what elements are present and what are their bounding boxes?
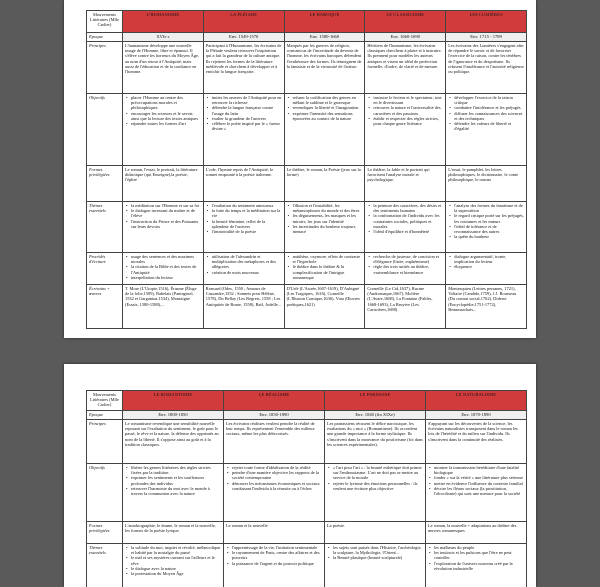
list-item: • le regard critique porté sur les préjugés, les coutumes et les mœurs (454, 213, 524, 223)
movements-header-row (87, 391, 527, 411)
document-page-2 (64, 364, 536, 587)
cell-text: Héritiers de l'humanisme, les écrivains classiques cherchent à plaire et à instruire. Ils prennent pour modèles les auteurs antiques et visent un idéal de perfection formelle, d'ordre, de clarté et de mesure. (367, 43, 442, 69)
table-cell (446, 166, 527, 202)
table-cell (123, 411, 224, 420)
table-corner-title: Mouvements Littéraires (Mlle Carlier) (87, 11, 123, 33)
bullet-list (226, 465, 322, 491)
list-item: • le mal et ses mystères ouvrant sur l'ailleurs et le rêve (131, 555, 221, 565)
list-item: • montrer la transmission héréditaire d'une fatalité biologique (434, 465, 524, 475)
cell-text: L'humanisme développe une nouvelle image de l'Homme, libre et épanoui. Il s'élève contre les horreurs du Moyen Âge, au nom d'un retour à l'Antiquité, mais aussi de l'éducation et de la confiance en l'homme. (125, 43, 200, 75)
table-cell (365, 202, 446, 253)
cell-text: Le théâtre, le roman, la Poésie (jeux sur la forme) (286, 167, 361, 178)
list-item: • instruire le lecteur et le spectateur, tout en le divertissant (373, 95, 443, 105)
list-item: • combattre l'intolérance et les préjugés (454, 105, 524, 110)
bullet-list (367, 95, 443, 126)
cell-text: La poésie. (327, 523, 346, 528)
cell-text: Le roman, l'essai, le portrait, la littérature didactique (qui Enseigne),la poésie, l'épître (125, 167, 198, 183)
bullet-list (327, 545, 423, 561)
movement-header: LE PARNASSE (325, 391, 426, 411)
list-item: • refuser la codification des genres en mêlant le sublime et le grotesque (293, 95, 363, 105)
list-item: • usage des sentences et des maximes morales (131, 254, 201, 264)
bullet-list (448, 95, 524, 131)
list-item: • interpellation du lecteur (131, 275, 201, 280)
table-cell (284, 285, 365, 329)
list-item: • la quête du bonheur (454, 234, 524, 239)
list-item: • placer l'Homme au centre des préoccupations morales et philosophiques (131, 95, 201, 111)
cell-text: Corneille (Le Cid,1637), Racine (Andromaque,1667), Molière (L'Avare,1668), La Fontaine (Fables, 1668-1693), La Bruyère (Les Caractères,1688) (367, 286, 433, 312)
bullet-list (206, 203, 282, 234)
table-row (87, 522, 527, 544)
table-cell (426, 544, 527, 587)
table-cell (284, 253, 365, 285)
table-row (87, 464, 527, 522)
list-item: • encourager les sciences et le savoir, ainsi que la lecture des textes antiques (131, 111, 201, 121)
table-cell (365, 253, 446, 285)
table-cell (123, 464, 224, 522)
list-item: • l'instruction du Prince et des Puissants sur leurs devoirs (131, 219, 201, 229)
table-cell (325, 464, 426, 522)
table-cell (224, 464, 325, 522)
cell-text: Env. 1580-1660 (309, 34, 340, 39)
list-item: • antithèse, oxymore, effets de contraste et l'hyperbole (293, 254, 363, 264)
movement-header: LE BAROQUE (284, 11, 365, 33)
bullet-list (448, 254, 524, 270)
table-row (87, 94, 527, 166)
movement-header: LE ROMANTISME (123, 391, 224, 411)
row-label: Objectifs (87, 94, 123, 166)
cell-text: Marqués par les guerres de religion, convaincus de l'incertitude du devenir de l'homme, les écrivains baroques défendent l'exubérance des formes. Ils témoignent de la fantaisie et de la virtuosité de l'artiste. (286, 43, 362, 69)
table-cell (123, 33, 204, 42)
table-cell (426, 411, 527, 420)
list-item: • fonder « sur la vérité » une littérature plus sérieuse (434, 475, 524, 480)
bullet-list (125, 203, 201, 229)
list-item: • célébrer le poète inspiré par le « fureur divine » (212, 121, 282, 131)
table-cell (123, 285, 204, 329)
bullet-list (125, 254, 201, 280)
list-item: • établir et respecter des règles strictes, pour chaque genre littéraire (373, 116, 443, 126)
list-item: • l'analyse des formes du fanatisme et de la superstition (454, 203, 524, 213)
bullet-list (226, 545, 322, 566)
table-cell (224, 420, 325, 464)
list-item: • la Beauté plastique (beauté sculpturale) (333, 555, 423, 560)
movement-header: LES LUMIÈRES (446, 11, 527, 33)
cell-text: D'Urfé (L'Astrée,1607-1619), D'Aubigné (Les Tragiques, 1616), Corneille (L'Illusion Comique,1636), Viau (Œuvres poétiques,1621) (286, 286, 360, 307)
list-item: • la citation de la Bible et des textes de l'Antiquité (131, 264, 201, 274)
cell-text: Le roman et la nouvelle (226, 523, 268, 528)
table-cell (446, 202, 527, 253)
cell-text: Les écrivains réalistes veulent peindre la réalité de leur temps. Ils représentent l'ensemble des milieux sociaux, même les plus défavorisés. (226, 421, 315, 437)
list-item: • l'exploration de l'univers nouveau créé par la révolution industrielle (434, 561, 524, 571)
table-cell (203, 94, 284, 166)
table-row (87, 33, 527, 42)
row-label: Écrivains + œuvres (87, 285, 123, 329)
movement-header: LA PLÉIADE (203, 11, 284, 33)
table-cell (325, 544, 426, 587)
table-cell (123, 42, 204, 94)
cell-text: Les parnassiens récusent le délire narcissique, les exaltations du « moi » (Romantisme). Ils accordent une grande importance à la forme stylistique. Ils s'inscrivent dans la mouvance du positivisme (foi dans les sciences expérimentales). (327, 421, 423, 447)
list-item: • la confrontation de l'individu avec les contraintes sociales, politiques et morales (373, 213, 443, 229)
list-item: • développer l'exercice de la raison critique (454, 95, 524, 105)
list-item: • décrire les fléaux sociaux (la prostitution, l'alcoolisme) qui sont une menace pour la société (434, 486, 524, 496)
table-cell (224, 522, 325, 544)
cell-text: Le romantisme revendique une sensibilité nouvelle reposant sur l'exaltation du sentiment, le goût pour le passé, le rêve et la nature, la défense des opprimés au nom de la liberté. Il s'oppose ainsi au goût et à la tradition classiques. (125, 421, 219, 447)
list-item: • le rayonnement de Paris, centre des affaires et des pouvoirs (232, 550, 322, 560)
table-cell (325, 522, 426, 544)
table-row (87, 285, 527, 329)
row-label: Epoque (87, 33, 123, 42)
literary-movements-table-2 (86, 390, 527, 587)
list-item: • la peinture des caractères, des désirs et des sentiments humains (373, 203, 443, 213)
cell-text: Env. 1660-1690 (390, 34, 420, 39)
table-row (87, 42, 527, 94)
table-cell (446, 33, 527, 42)
table-cell (203, 202, 284, 253)
list-item: • création de mots nouveaux (212, 270, 282, 275)
table-cell (426, 420, 527, 464)
list-item: • utilisation de l'alexandrin et multiplication des métaphores et des allégories (212, 254, 282, 270)
document-page-1 (64, 0, 536, 338)
cell-text: S'appuyant sur les découvertes de la science, les écrivains naturalistes transposent dans le roman les lois de l'hérédité et du milieu sur l'individu. Ils s'inscrivent dans la continuité des réalistes. (428, 421, 518, 442)
table-cell (284, 42, 365, 94)
list-item: • recherche de justesse, de concision et d'élégance (litote, euphémisme) (373, 254, 443, 264)
bullet-list (287, 254, 363, 280)
cell-text: XVIe s (156, 34, 170, 39)
movements-header-row (87, 11, 527, 33)
table-cell (284, 94, 365, 166)
table-cell (203, 33, 284, 42)
cell-text: Participant à l'Humanisme, les écrivains de la Pléiade veulent retrouver l'inspiration qui a fait la grandeur de la culture antique. Ils rejettent les formes de la littérature médiévale et cherchent à développer et à enrichir la langue française. (205, 43, 282, 75)
table-cell (365, 285, 446, 329)
cell-text: L'autobiographie, le drame, le roman et la nouvelle, les formes de la poésie lyrique. (125, 523, 216, 534)
table-cell (203, 166, 284, 202)
table-cell (123, 522, 224, 544)
table-cell (426, 464, 527, 522)
table-cell (203, 285, 284, 329)
bullet-list (125, 465, 221, 496)
list-item: • la beauté féminine, reflet de la splendeur de l'univers (212, 219, 282, 229)
literary-movements-table-1 (86, 10, 527, 329)
list-item: • la méditation sur l'Homme et sur sa foi (131, 203, 201, 208)
table-cell (365, 94, 446, 166)
list-item: • défendre la langue française contre l'usage du latin (212, 105, 282, 115)
table-cell (325, 411, 426, 420)
list-item: • imiter les œuvres de l'Antiquité pour en retrouver la richesse (212, 95, 282, 105)
list-item: • les malheurs du peuple (434, 545, 524, 550)
table-cell (284, 202, 365, 253)
list-item: • revendiquer la liberté et l'imagination (293, 105, 363, 110)
bullet-list (206, 95, 282, 131)
cell-text: Env. 1850-1890 (259, 412, 289, 417)
list-item: • exprimer les sentiments et les souffrances profondes des individus (131, 475, 221, 485)
list-item: • « l'art pour l'art » : la beauté esthétique doit primer sur l'enthousiasme. L'art ne doit pas se mettre au service de la morale (333, 465, 423, 481)
table-cell (284, 33, 365, 42)
movement-header: LE CLASSICISME (365, 11, 446, 33)
bullet-list (428, 545, 524, 571)
table-corner-title: Mouvements Littéraires (Mlle Carlier) (87, 391, 123, 411)
list-item: • rejeter le lyrisme des émotions personnelles : ils veulent une écriture plus objective (333, 481, 423, 491)
table-row (87, 544, 527, 587)
table-cell (365, 33, 446, 42)
row-label: Objectifs (87, 464, 123, 522)
cell-text: L'essai, le pamphlet, les lettres philosophiques, le dictionnaire, le conte philosophique, le roman (448, 167, 519, 183)
table-cell (123, 94, 204, 166)
list-item: • l'immortalité de la poésie (212, 229, 282, 234)
bullet-list (287, 203, 363, 234)
list-item: • rejeter toute forme d'idéalisation de la réalité (232, 465, 322, 470)
table-cell (284, 166, 365, 202)
table-row (87, 166, 527, 202)
list-item: • défendre les valeurs de liberté et d'égalité (454, 121, 524, 131)
list-item: • dénoncer les mécanismes économiques et sociaux conduisant l'individu à la réussite ou à l'échec (232, 481, 322, 491)
table-cell (325, 420, 426, 464)
cell-text: Le théâtre, la fable et le portrait qui favorisent l'analyse morale et psychologique. (367, 167, 430, 183)
cell-text: L'ode, l'hymne repris de l'Antiquité, le sonnet emprunté à la poésie italienne. (205, 167, 274, 178)
list-item: • les sujets sont puisés dans l'Histoire, l'archéologie, la sculpture, la Mythologie, l'Orient... (333, 545, 423, 555)
table-cell (123, 253, 204, 285)
row-label: Formes privilégiées (87, 522, 123, 544)
bullet-list (448, 203, 524, 239)
table-cell (446, 253, 527, 285)
cell-text: Env. 1800-1850 (158, 412, 188, 417)
cell-text: Ronsard (Odes, 1550 ; Amours de Cassandre,1552 ; Sonnets pour Hélène, 1578), Du Bellay (Les Regrets, 1558 ; Les Antiquités de Rome, 1558), Baïf, Jodelle... (205, 286, 282, 307)
bullet-list (367, 254, 443, 275)
row-label: Epoque (87, 411, 123, 420)
cell-text: Env. 1870-1890 (461, 412, 491, 417)
bullet-list (206, 254, 282, 275)
list-item: • la protestation du Moyen Âge (131, 571, 221, 576)
table-row (87, 420, 527, 464)
list-item: • les déguisements, les masques et les miroirs, les jeux sur l'identité (293, 213, 363, 223)
table-cell (446, 285, 527, 329)
table-cell (203, 253, 284, 285)
cell-text: Env. 1715 - 1789 (470, 34, 502, 39)
list-item: • l'exaltation du sentiment amoureux (212, 203, 282, 208)
list-item: • mettre en évidence l'influence du contexte familial (434, 481, 524, 486)
list-item: • exalter la grandeur de l'univers (212, 116, 282, 121)
bullet-list (287, 95, 363, 121)
cell-text: Les écrivains des Lumières s'engagent afin de répandre le savoir et de favoriser l'exercice de la raison, contre les ténèbres de l'ignorance et du despotisme. Ils refusent l'intolérance et l'autorité religieuse ou politique. (448, 43, 524, 75)
list-item: • l'apprentissage de la vie, l'initiation sentimentale (232, 545, 322, 550)
cell-text: Le roman, la nouvelle + adaptations au théâtre des œuvres romanesques (428, 523, 517, 534)
list-item: • diffuser les connaissances des sciences et des techniques (454, 111, 524, 121)
cell-text: Env. 1840 (fin XIXe) (355, 412, 395, 417)
list-item: • règle des trois unités au théâtre, vraisemblance et bienséance (373, 264, 443, 274)
list-item: • retrouver l'harmonie du moi avec le monde à travers la communion avec la nature (131, 486, 221, 496)
table-cell (123, 166, 204, 202)
table-cell (203, 42, 284, 94)
cell-text: Env. 1549-1570 (229, 34, 259, 39)
list-item: • le dialogue avec la nature (131, 566, 221, 571)
list-item: • retrouver la nature et l'universalité des caractères et des passions (373, 105, 443, 115)
list-item: • la puissance de l'argent et du pouvoir politique (232, 561, 322, 566)
list-item: • l'illusion et l'instabilité, les métamorphoses du monde et des êtres (293, 203, 363, 213)
row-label: Thèmes essentiels (87, 544, 123, 587)
table-row (87, 411, 527, 420)
row-label: Formes privilégiées (87, 166, 123, 202)
bullet-list (327, 465, 423, 491)
movement-header: LE NATURALISME (426, 391, 527, 411)
list-item: • les incertitudes du bonheur toujours menacé (293, 224, 363, 234)
table-cell (446, 42, 527, 94)
table-cell (224, 544, 325, 587)
table-cell (426, 522, 527, 544)
bullet-list (125, 95, 201, 126)
list-item: • répandre toutes les formes d'art (131, 121, 201, 126)
row-label: Principes (87, 420, 123, 464)
table-cell (365, 166, 446, 202)
cell-text: T. More (L'Utopie,1516), Érasme (Éloge de la folie,1509), Rabelais (Pantagruel, 1532 et Gargantua,1534), Montaigne (Essais, 1580-1588),... (125, 286, 197, 307)
list-item: • l'idéal d'équilibre et d'honnêteté (373, 229, 443, 234)
table-cell (446, 94, 527, 166)
list-item: • la fuite du temps et la méditation sur la vie (212, 208, 282, 218)
bullet-list (367, 203, 443, 234)
list-item: • le dialogue incessant du maître et de l'élève (131, 208, 201, 218)
list-item: • exprimer l'intensité des sensations éprouvées au contact de la nature (293, 111, 363, 121)
row-label: Principes (87, 42, 123, 94)
table-row (87, 202, 527, 253)
table-cell (123, 544, 224, 587)
cell-text: Montesquieu (Lettres persanes, 1721), Voltaire (Candide,1759), J.J. Rousseau (Du contrat social,1762), Diderot (Encyclopédie,1751-1772), Beaumarchais... (448, 286, 517, 312)
bullet-list (428, 465, 524, 496)
movement-header: L'HUMANISME (123, 11, 204, 33)
bullet-list (125, 545, 221, 576)
row-label: Procédés d'écriture (87, 253, 123, 285)
list-item: • dialogue argumentatif, ironie, implication du lecteur (454, 254, 524, 264)
table-cell (365, 42, 446, 94)
list-item: • peindre d'une manière objective les rapports de la société contemporaine (232, 470, 322, 480)
list-item: • éloquence (454, 264, 524, 269)
list-item: • la solitude du moi, inquiet et révolté, mélancolique et habité par la nostalgie du passé (131, 545, 221, 555)
list-item: • libérer les genres littéraires des règles strictes fixées par la tradition (131, 465, 221, 475)
table-cell (224, 411, 325, 420)
table-cell (123, 420, 224, 464)
table-row (87, 253, 527, 285)
table-cell (123, 202, 204, 253)
list-item: • les instincts et les pulsions que l'être ne peut contrôler (434, 550, 524, 560)
list-item: • l'idéal de tolérance et de reconnaissance des autres (454, 224, 524, 234)
row-label: Thèmes essentiels (87, 202, 123, 253)
movement-header: LE RÉALISME (224, 391, 325, 411)
list-item: • le théâtre dans le théâtre & la complexification de l'intrigue romanesque (293, 264, 363, 280)
